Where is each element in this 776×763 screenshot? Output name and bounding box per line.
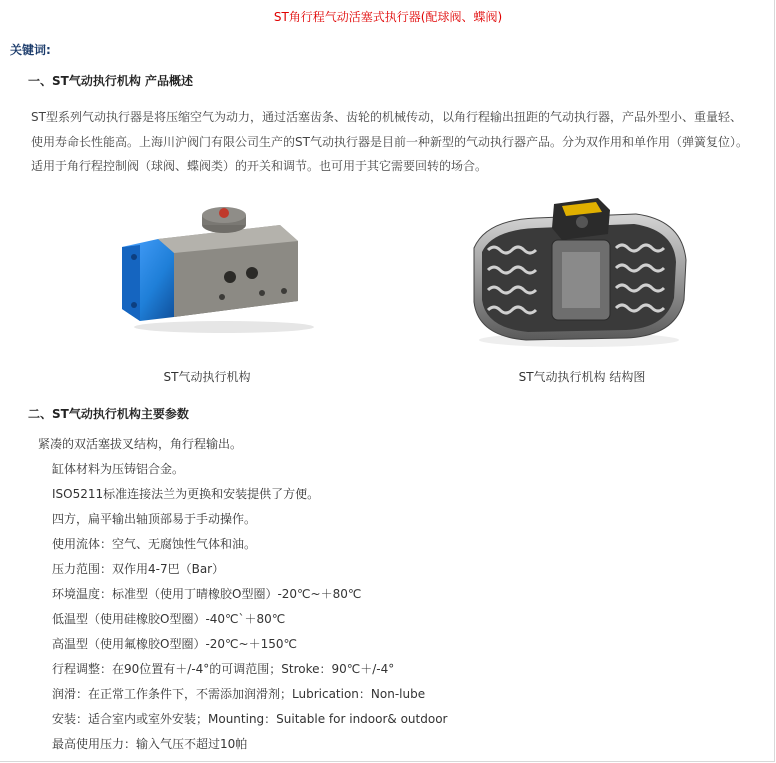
section-heading-params: 二、ST气动执行机构主要参数 xyxy=(28,407,189,421)
param-item: 缸体材料为压铸铝合金。 xyxy=(52,462,185,476)
actuator-photo xyxy=(112,205,322,335)
keywords-label: 关键词: xyxy=(10,43,51,57)
intro-paragraph: ST型系列气动执行器是将压缩空气为动力，通过活塞齿条、齿轮的机械传动，以角行程输出扭距的气动执行器，产品外型小、重量轻、使用寿命长性能高。上海川沪阀门有限公司生产的ST气动执行器是目前一种新型的气动执行器产品。分为双作用和单作用（弹簧复位）。适用于角行程控制阀（球阀、蝶阀类）的开关和调节。也可用于其它需要回转的场合。 xyxy=(31,110,748,173)
param-item: 安装：适合室内或室外安装；Mounting：Suitable for indoor& outdoor xyxy=(52,712,448,726)
param-item: ISO5211标准连接法兰为更换和安装提供了方便。 xyxy=(52,487,320,501)
param-item: 压力范围：双作用4-7巴（Bar） xyxy=(52,562,225,576)
page-title: ST角行程气动活塞式执行器(配球阀、蝶阀) xyxy=(273,10,503,24)
actuator-cutaway-photo xyxy=(466,190,692,350)
param-item: 紧凑的双活塞拔叉结构，角行程输出。 xyxy=(38,437,243,451)
params-list xyxy=(38,432,447,757)
param-item: 四方，扁平输出轴顶部易于手动操作。 xyxy=(52,512,257,526)
image-caption-left: ST气动执行机构 xyxy=(163,370,251,384)
param-item: 使用流体：空气、无腐蚀性气体和油。 xyxy=(52,537,257,551)
section-heading-overview: 一、ST气动执行机构 产品概述 xyxy=(28,74,194,88)
param-item: 低温型（使用硅橡胶O型圈）-40℃`＋80℃ xyxy=(52,612,286,626)
param-item: 环境温度：标准型（使用丁晴橡胶O型圈）-20℃~＋80℃ xyxy=(52,587,362,601)
param-item: 高温型（使用氟橡胶O型圈）-20℃~＋150℃ xyxy=(52,637,297,651)
param-item: 行程调整：在90位置有＋/-4°的可调范围；Stroke：90℃＋/-4° xyxy=(52,662,395,676)
param-item: 润滑：在正常工作条件下，不需添加润滑剂；Lubrication：Non-lube xyxy=(52,687,426,701)
image-caption-right: ST气动执行机构 结构图 xyxy=(518,370,646,384)
param-item: 最高使用压力：输入气压不超过10帕 xyxy=(52,737,248,751)
